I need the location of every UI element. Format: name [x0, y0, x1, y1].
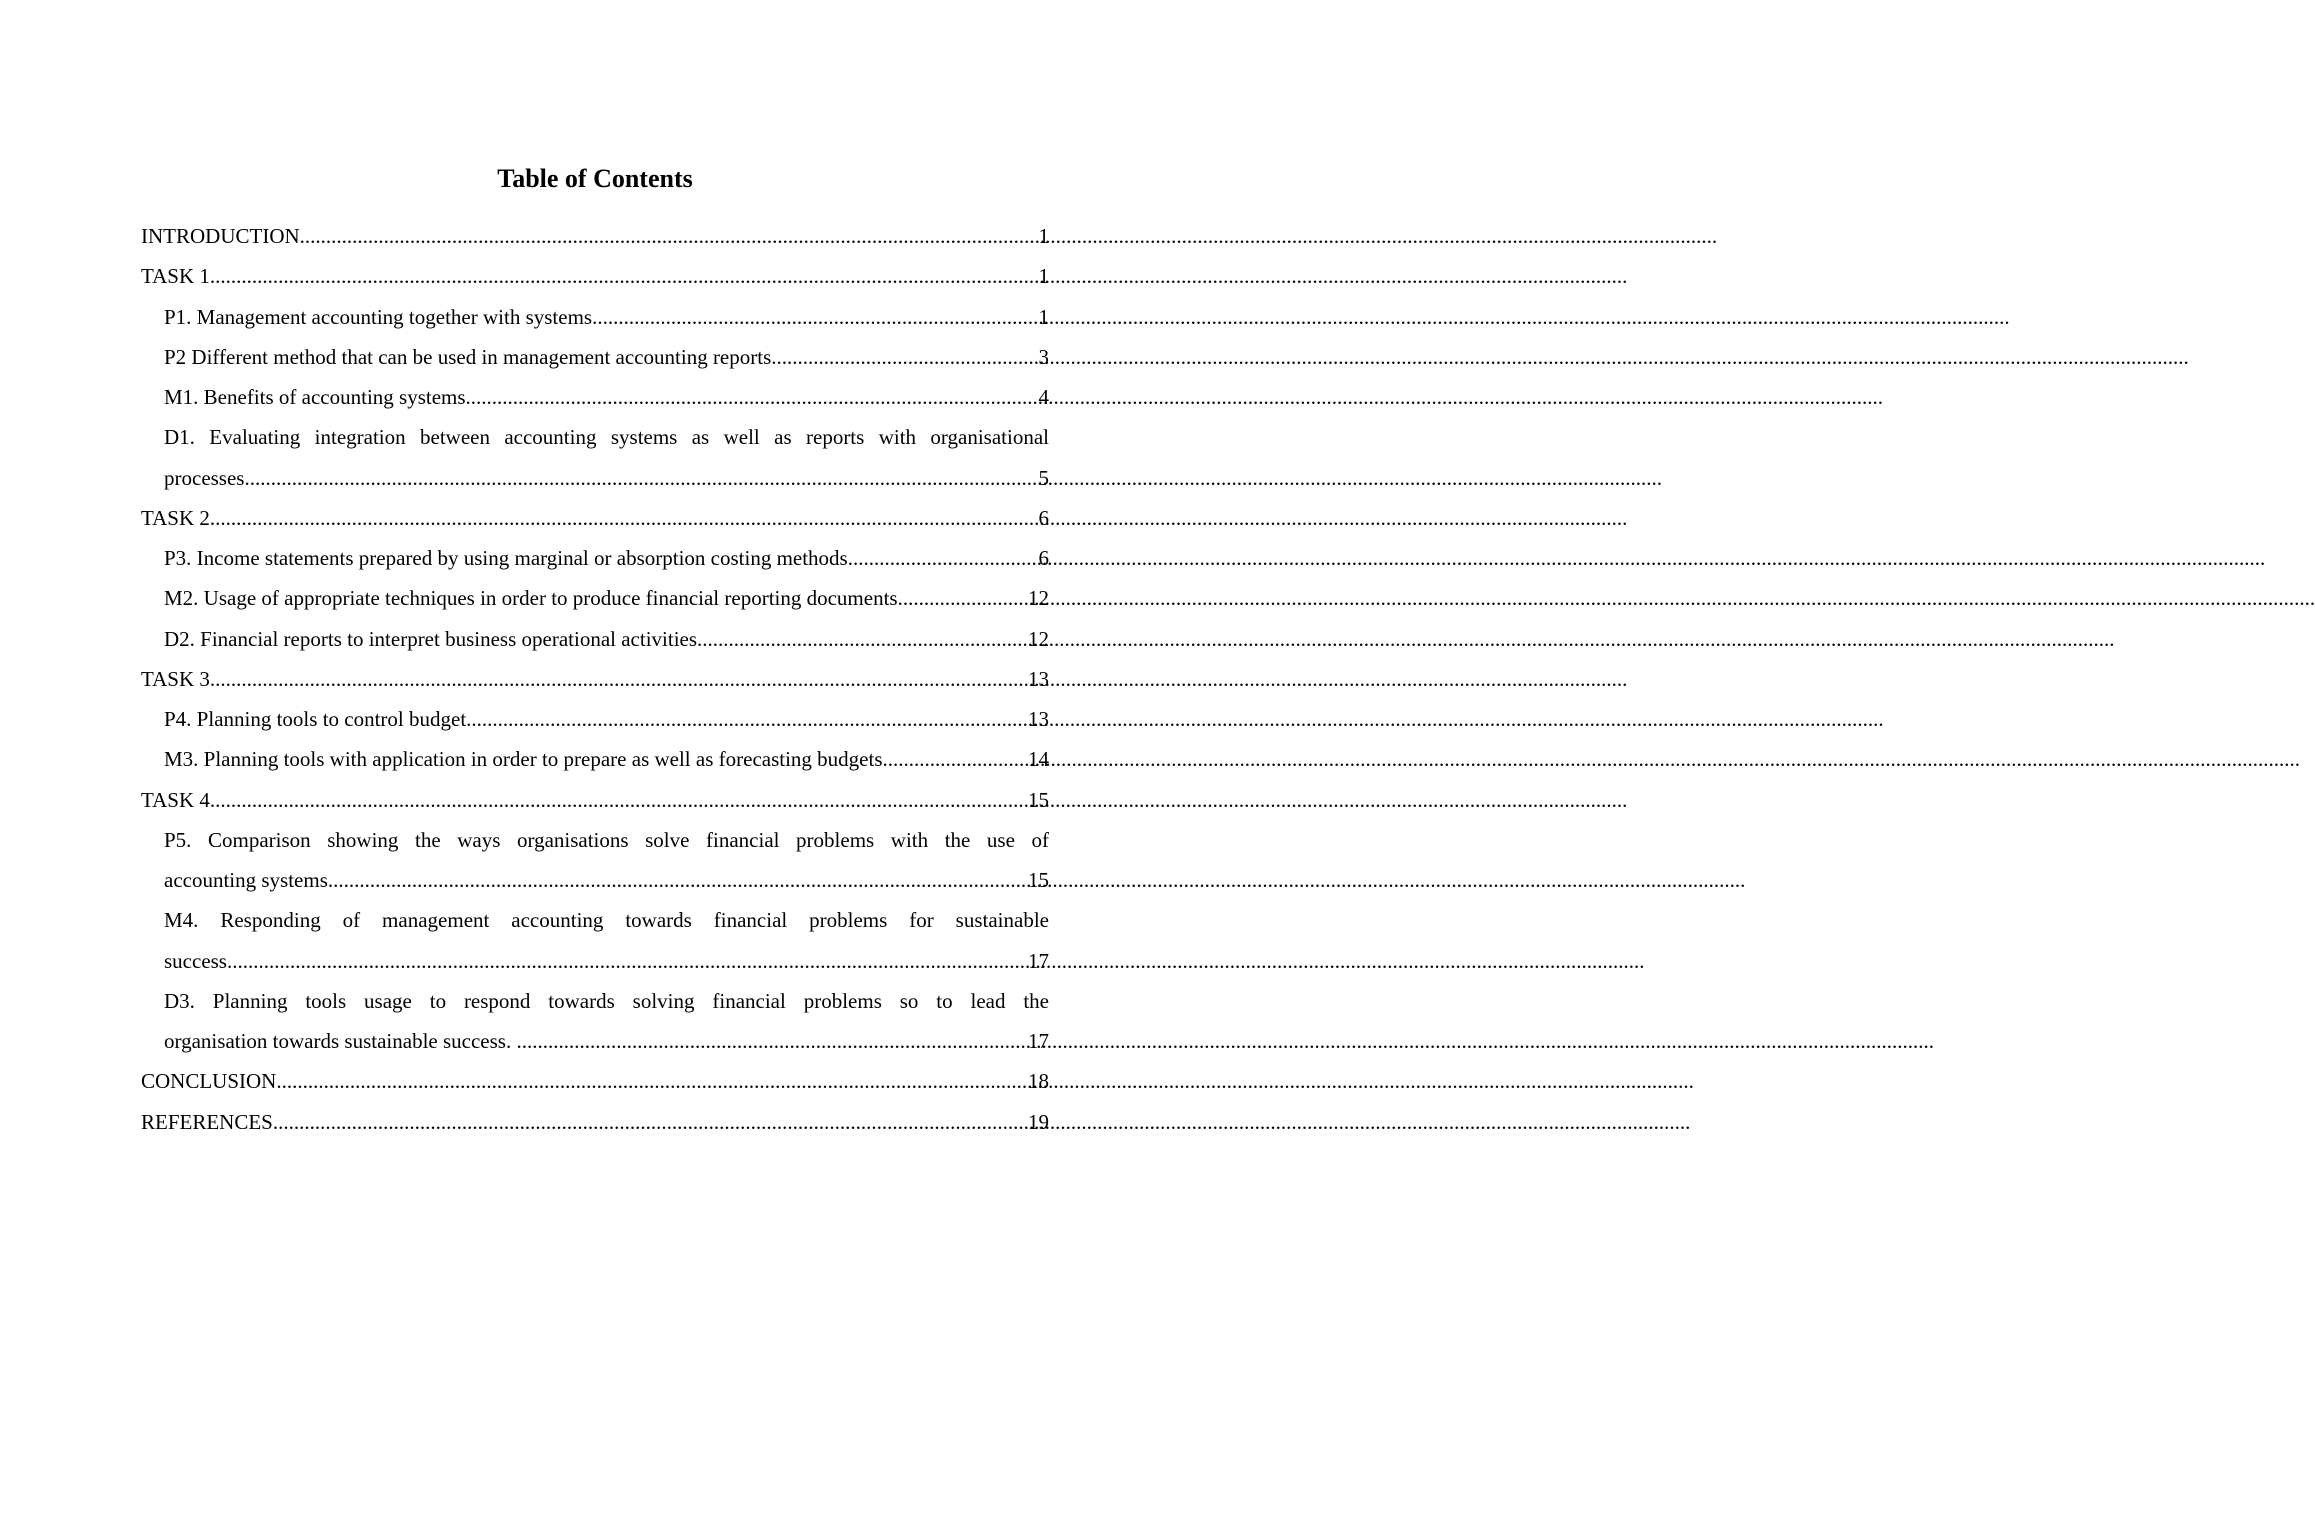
toc-page-number: 19 — [1028, 1109, 1049, 1134]
dot-leader — [697, 619, 1028, 659]
toc-page-number: 13 — [1028, 707, 1049, 731]
toc-title: Table of Contents — [497, 164, 693, 193]
dot-leader — [210, 659, 1028, 699]
toc-page-number: 15 — [1028, 787, 1049, 812]
dot-leader — [516, 1021, 1028, 1061]
toc-entry-text-line-2: processes — [164, 465, 245, 490]
toc-entry-d2[interactable] — [164, 619, 1049, 659]
dot-leader — [466, 377, 1039, 417]
dot-leader — [210, 256, 1039, 296]
toc-entry-text-line-2: accounting systems — [164, 868, 328, 892]
toc-entry-m2[interactable] — [164, 578, 1049, 618]
dot-leader — [227, 941, 1028, 981]
table-of-contents — [141, 216, 1049, 1142]
dot-leader — [898, 578, 1028, 618]
toc-page-number: 1 — [1038, 224, 1049, 248]
dot-leader — [592, 297, 1038, 337]
toc-page-number: 6 — [1038, 546, 1049, 570]
toc-entry-p2[interactable] — [164, 337, 1049, 377]
toc-entry-d1[interactable] — [164, 417, 1049, 498]
toc-entry-text: P1. Management accounting together with systems — [164, 304, 593, 329]
toc-entry-introduction[interactable] — [141, 216, 1049, 256]
toc-entry-text: INTRODUCTION — [141, 224, 300, 248]
dot-leader — [328, 860, 1028, 900]
toc-entry-text-line-2: success — [164, 948, 227, 973]
toc-entry-text-line-1: D1. Evaluating integration between accounting systems as well as reports with organisational — [164, 425, 1049, 450]
toc-page-number: 6 — [1038, 505, 1049, 530]
toc-entry-text: CONCLUSION — [141, 1069, 277, 1094]
toc-entry-text: P3. Income statements prepared by using marginal or absorption costing methods — [164, 546, 848, 570]
dot-leader — [273, 1102, 1028, 1142]
dot-leader — [276, 1061, 1028, 1101]
dot-leader — [883, 739, 1028, 779]
toc-entry-text-line-1: D3. Planning tools usage to respond towards solving financial problems so to lead the — [164, 988, 1049, 1013]
dot-leader — [466, 699, 1028, 739]
toc-entry-text: M2. Usage of appropriate techniques in order to produce financial reporting documents — [164, 586, 898, 611]
toc-page-number: 12 — [1028, 586, 1049, 611]
toc-entry-task-1[interactable] — [141, 256, 1049, 296]
toc-entry-text: REFERENCES — [141, 1109, 273, 1134]
dot-leader — [848, 538, 1039, 578]
toc-page-number: 17 — [1028, 948, 1049, 973]
toc-page-number: 13 — [1028, 666, 1049, 691]
toc-entry-p3[interactable] — [164, 538, 1049, 578]
toc-entry-p1[interactable] — [164, 297, 1049, 337]
toc-entry-m4[interactable] — [164, 900, 1049, 981]
toc-page-number: 1 — [1038, 304, 1049, 329]
dot-leader — [771, 337, 1038, 377]
toc-entry-m1[interactable] — [164, 377, 1049, 417]
toc-entry-text: M1. Benefits of accounting systems — [164, 385, 466, 409]
toc-entry-text: TASK 4 — [141, 787, 210, 812]
toc-page-number: 14 — [1028, 747, 1049, 772]
toc-page-number: 1 — [1038, 264, 1049, 289]
toc-entry-conclusion[interactable] — [141, 1061, 1049, 1101]
toc-page-number: 18 — [1028, 1069, 1049, 1094]
toc-entry-text: TASK 2 — [141, 505, 210, 530]
toc-entry-d3[interactable] — [164, 981, 1049, 1062]
toc-page-number: 17 — [1028, 1029, 1049, 1053]
dot-leader — [210, 498, 1039, 538]
toc-entry-m3[interactable] — [164, 739, 1049, 779]
toc-page-number: 5 — [1038, 465, 1049, 490]
toc-entry-text: TASK 1 — [141, 264, 210, 289]
toc-entry-text: D2. Financial reports to interpret business operational activities — [164, 626, 698, 651]
toc-entry-task-4[interactable] — [141, 780, 1049, 820]
toc-entry-text-line-2: organisation towards sustainable success. — [164, 1029, 517, 1053]
toc-entry-text: P4. Planning tools to control budget — [164, 707, 467, 731]
toc-entry-references[interactable] — [141, 1102, 1049, 1142]
dot-leader — [244, 458, 1038, 498]
toc-entry-p4[interactable] — [164, 699, 1049, 739]
toc-page-number: 12 — [1028, 626, 1049, 651]
toc-entry-text-line-1: P5. Comparison showing the ways organisations solve financial problems with the use of — [164, 827, 1049, 852]
dot-leader — [300, 216, 1039, 256]
toc-entry-text: P2 Different method that can be used in management accounting reports — [164, 344, 772, 369]
toc-page-number: 3 — [1038, 344, 1049, 369]
toc-entry-text: TASK 3 — [141, 666, 210, 691]
toc-entry-task-3[interactable] — [141, 659, 1049, 699]
toc-page-number: 15 — [1028, 868, 1049, 892]
toc-entry-task-2[interactable] — [141, 498, 1049, 538]
toc-entry-text-line-1: M4. Responding of management accounting towards financial problems for sustainable — [164, 908, 1049, 933]
dot-leader — [210, 780, 1028, 820]
toc-page-number: 4 — [1038, 385, 1049, 409]
toc-entry-p5[interactable] — [164, 820, 1049, 901]
toc-entry-text: M3. Planning tools with application in order to prepare as well as forecasting budgets — [164, 747, 883, 772]
